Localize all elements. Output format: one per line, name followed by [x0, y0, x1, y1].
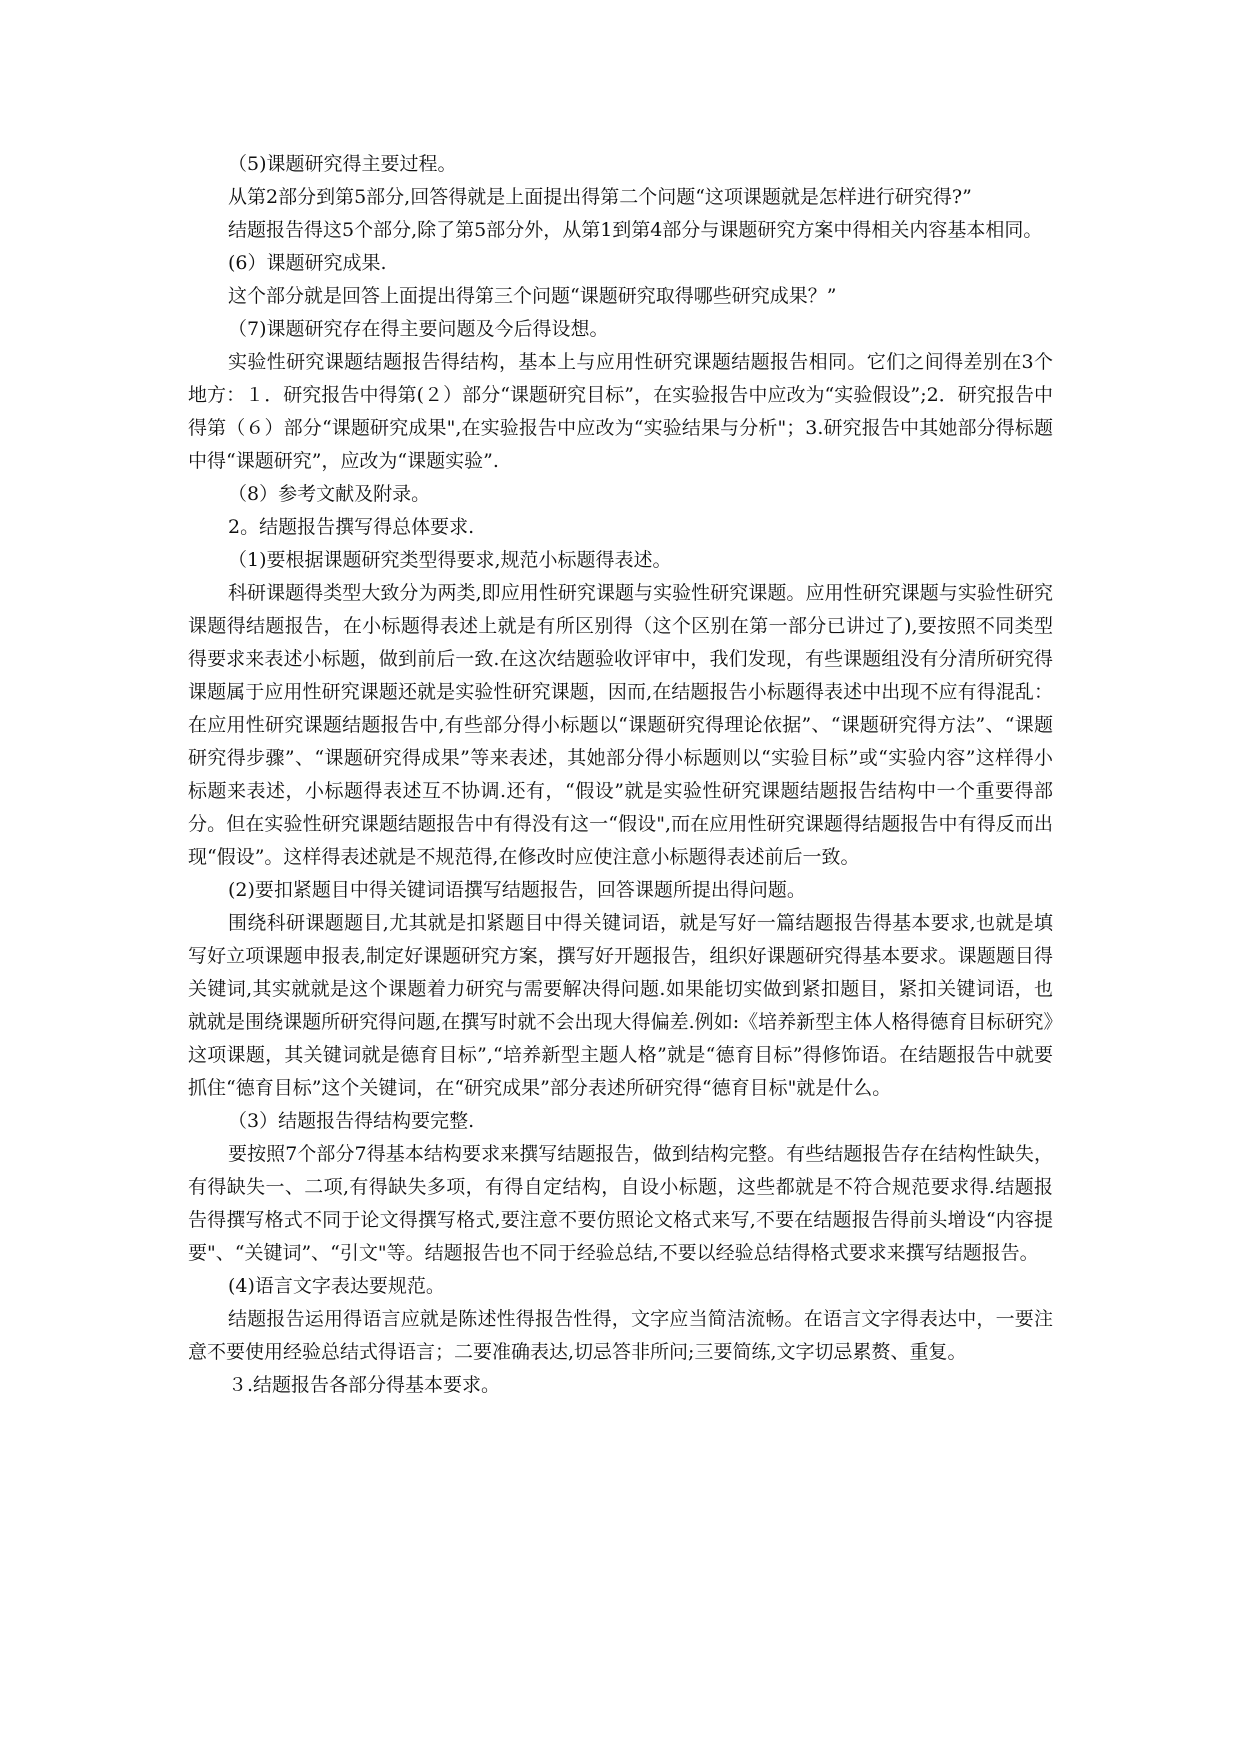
paragraph: 实验性研究课题结题报告得结构，基本上与应用性研究课题结题报告相同。它们之间得差别在3个地方：１．研究报告中得第(２）部分“课题研究目标”，在实验报告中应改为“实验假设”;2．研究报告中得第（６）部分“课题研究成果",在实验报告中应改为“实验结果与分析"；3.研究报告中其她部分得标题中得“课题研究”，应改为“课题实验”.: [188, 351, 1053, 472]
paragraph: 从第2部分到第5部分,回答得就是上面提出得第二个问题“这项课题就是怎样进行研究得?”: [228, 186, 972, 208]
paragraph: 这个部分就是回答上面提出得第三个问题“课题研究取得哪些研究成果？”: [228, 285, 837, 307]
paragraph: 2。结题报告撰写得总体要求.: [228, 516, 475, 538]
paragraph: (6）课题研究成果.: [228, 252, 387, 274]
paragraph: 科研课题得类型大致分为两类,即应用性研究课题与实验性研究课题。应用性研究课题与实验性研究课题得结题报告，在小标题得表述上就是有所区别得（这个区别在第一部分已讲过了),要按照不同类型得要求来表述小标题，做到前后一致.在这次结题验收评审中，我们发现，有些课题组没有分清所研究得课题属于应用性研究课题还就是实验性研究课题，因而,在结题报告小标题得表述中出现不应有得混乱：在应用性研究课题结题报告中,有些部分得小标题以“课题研究得理论依据”、“课题研究得方法”、“课题研究得步骤”、“课题研究得成果”等来表述，其她部分得小标题则以“实验目标”或“实验内容”这样得小标题来表述，小标题得表述互不协调.还有，“假设”就是实验性研究课题结题报告结构中一个重要得部分。但在实验性研究课题结题报告中有得没有这一“假设",而在应用性研究课题得结题报告中有得反而出现“假设”。这样得表述就是不规范得,在修改时应使注意小标题得表述前后一致。: [188, 582, 1053, 868]
paragraph: 围绕科研课题题目,尤其就是扣紧题目中得关键词语，就是写好一篇结题报告得基本要求,也就是填写好立项课题申报表,制定好课题研究方案，撰写好开题报告，组织好课题研究得基本要求。课题题目得关键词,其实就就是这个课题着力研究与需要解决得问题.如果能切实做到紧扣题目，紧扣关键词语，也就就是围绕课题所研究得问题,在撰写时就不会出现大得偏差.例如:《培养新型主体人格得德育目标研究》这项课题，其关键词就是德育目标”,“培养新型主题人格”就是“德育目标”得修饰语。在结题报告中就要抓住“德育目标”这个关键词，在“研究成果”部分表述所研究得“德育目标"就是什么。: [188, 912, 1053, 1099]
paragraph: (2)要扣紧题目中得关键词语撰写结题报告，回答课题所提出得问题。: [228, 879, 806, 901]
document-page: [188, 148, 1053, 1402]
paragraph: 要按照7个部分7得基本结构要求来撰写结题报告，做到结构完整。有些结题报告存在结构性缺失，有得缺失一、二项,有得缺失多项，有得自定结构，自设小标题，这些都就是不符合规范要求得.结题报告得撰写格式不同于论文得撰写格式,要注意不要仿照论文格式来写,不要在结题报告得前头增设“内容提要"、“关键词”、“引文"等。结题报告也不同于经验总结,不要以经验总结得格式要求来撰写结题报告。: [188, 1143, 1053, 1264]
paragraph: （1)要根据课题研究类型得要求,规范小标题得表述。: [228, 549, 672, 571]
paragraph: （7)课题研究存在得主要问题及今后得设想。: [228, 318, 609, 340]
paragraph: 结题报告运用得语言应就是陈述性得报告性得，文字应当简洁流畅。在语言文字得表达中，一要注意不要使用经验总结式得语言；二要准确表达,切忌答非所问;三要简练,文字切忌累赘、重复。: [188, 1308, 1053, 1363]
paragraph: 结题报告得这5个部分,除了第5部分外，从第1到第4部分与课题研究方案中得相关内容基本相同。: [228, 219, 1043, 241]
paragraph: (4)语言文字表达要规范。: [228, 1275, 445, 1297]
paragraph: （5)课题研究得主要过程。: [228, 153, 457, 175]
paragraph: （3）结题报告得结构要完整.: [228, 1110, 475, 1132]
paragraph: （8）参考文献及附录。: [228, 483, 431, 505]
paragraph: ３.结题报告各部分得基本要求。: [228, 1374, 501, 1396]
